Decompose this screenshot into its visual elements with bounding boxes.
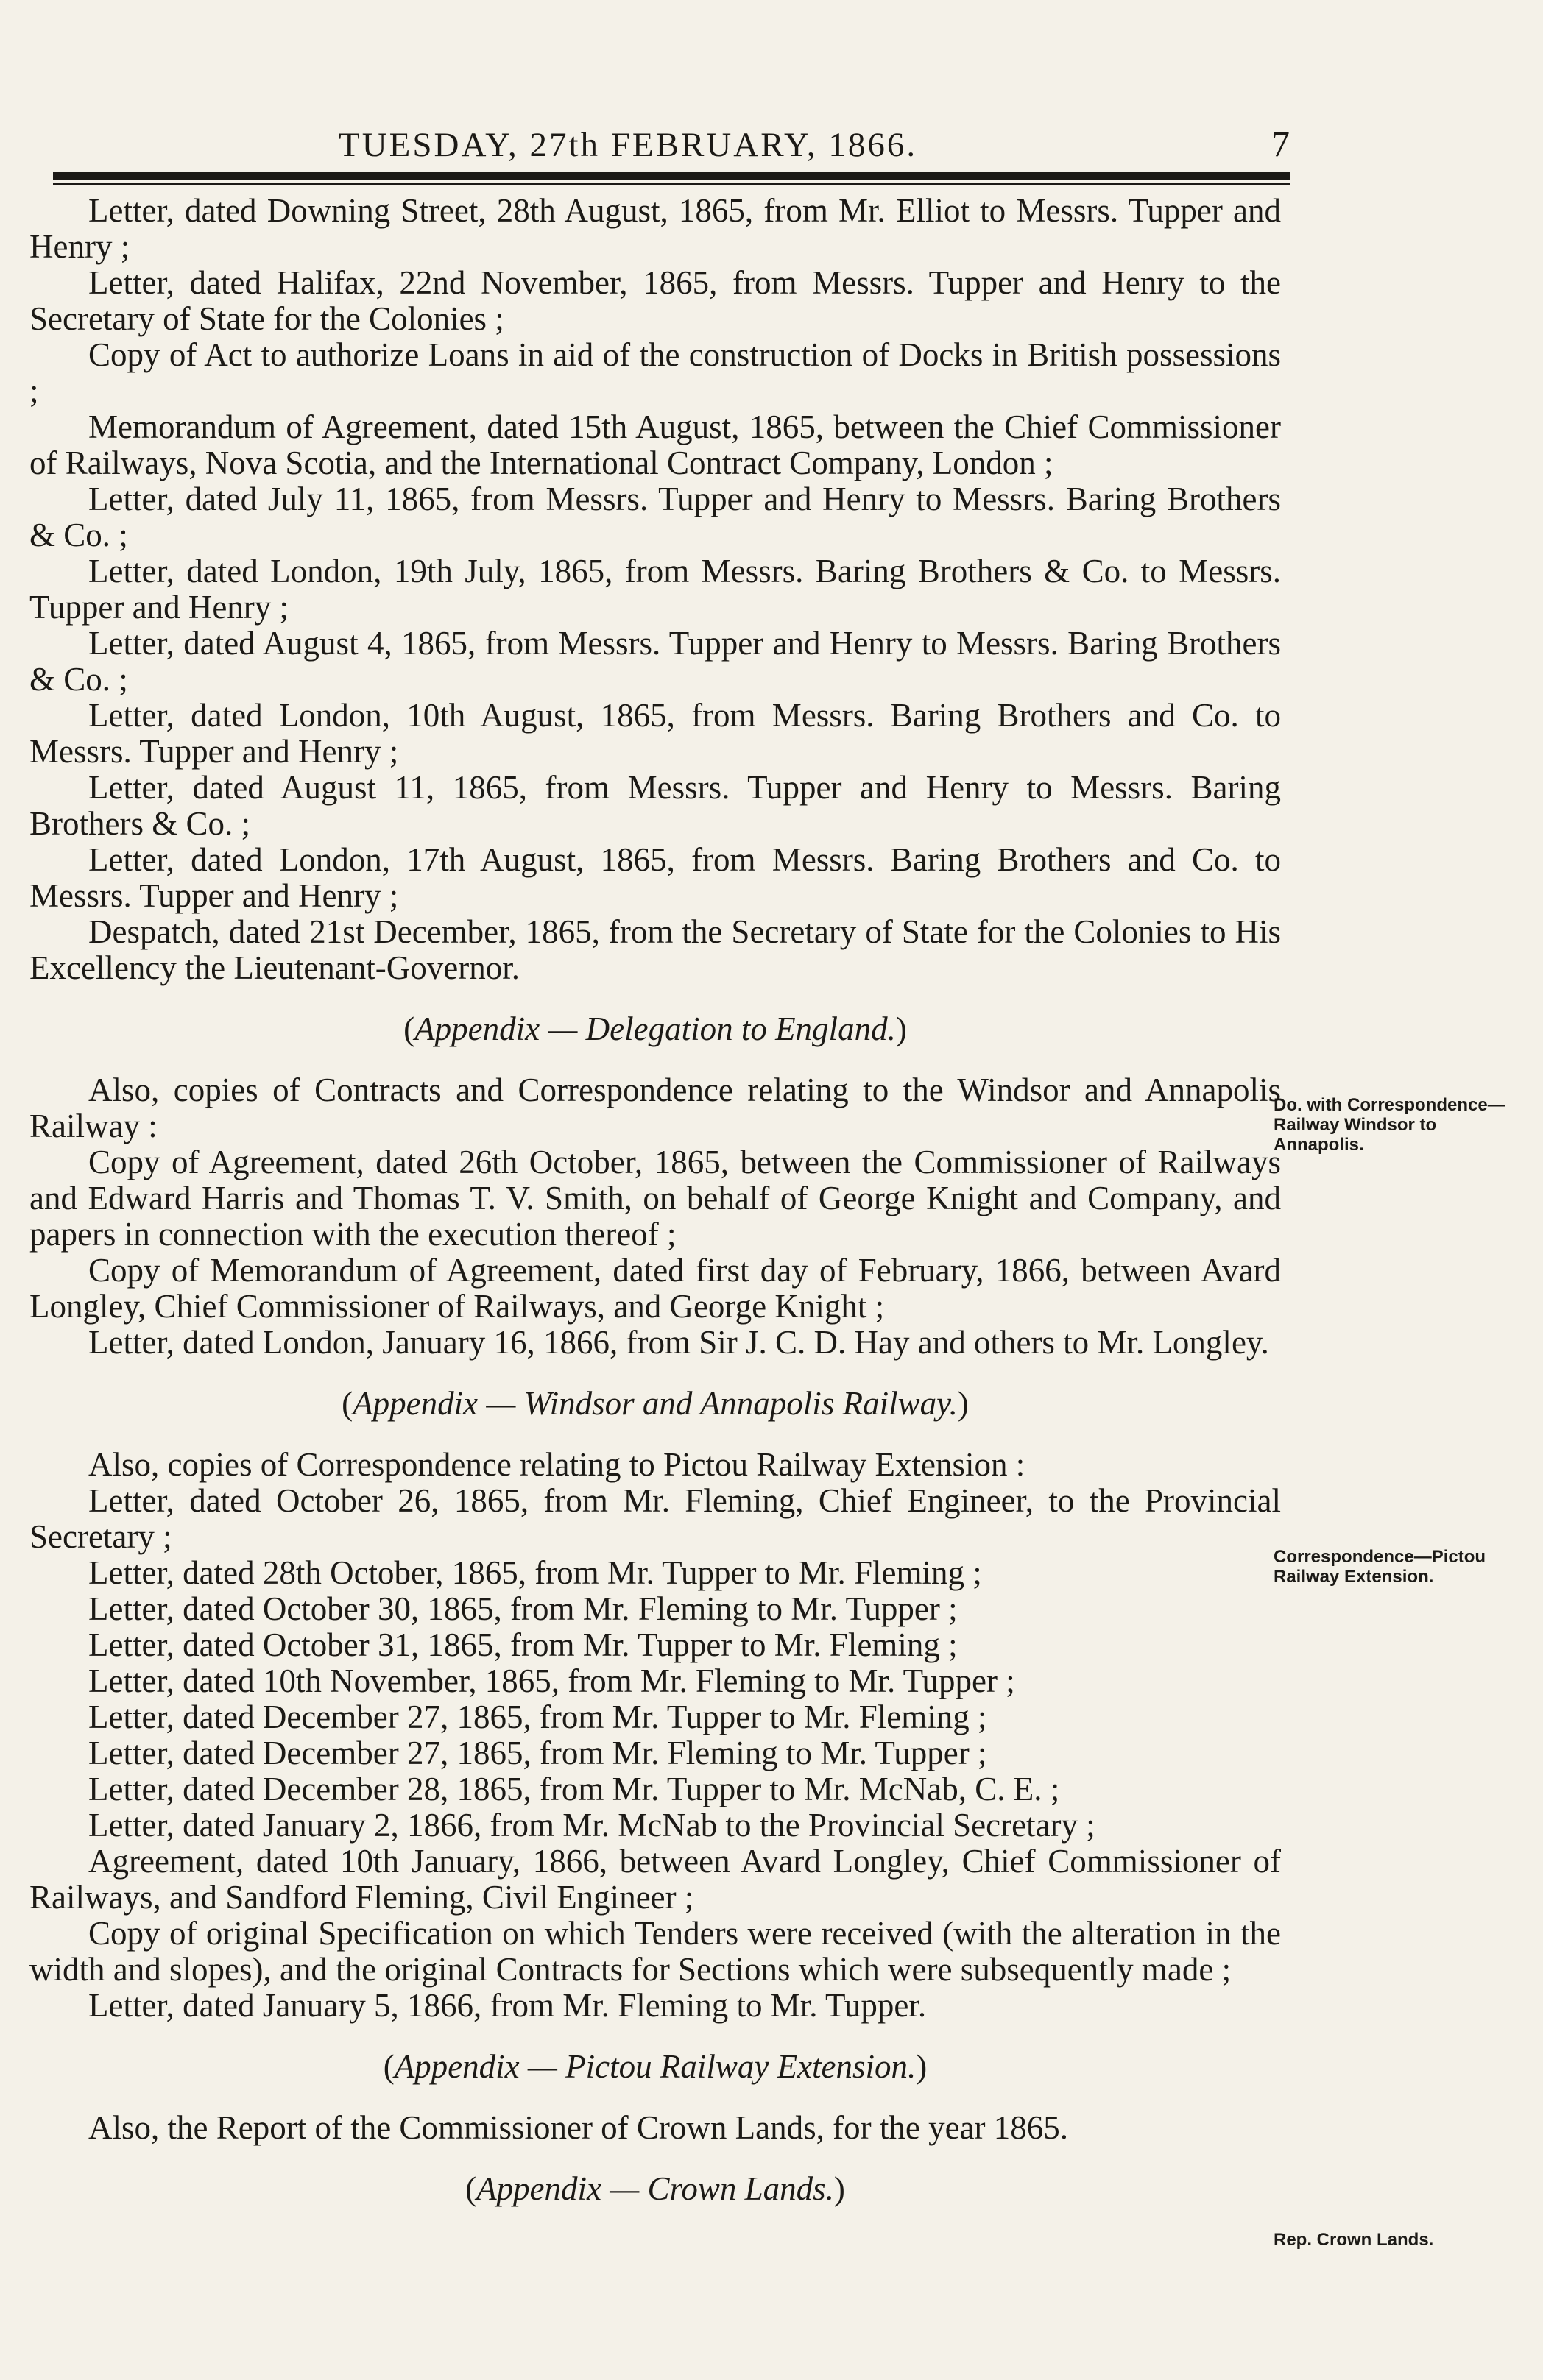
header-title: TUESDAY, 27th FEBRUARY, 1866.	[339, 126, 918, 164]
appendix-label: Appendix — Windsor and Annapolis Railway.	[353, 1385, 958, 1422]
header-rule-thin	[53, 183, 1290, 185]
list-item: Letter, dated 28th October, 1865, from Mr. Tupper to Mr. Fleming ;	[88, 1554, 982, 1591]
list-item: Agreement, dated 10th January, 1866, between Avard Longley, Chief Commissioner of Railways, and Sandford Fleming, Civil Engineer ;	[29, 1843, 1281, 1916]
list-item: Letter, dated Downing Street, 28th August, 1865, from Mr. Elliot to Messrs. Tupper and Henry ;	[29, 192, 1281, 265]
appendix-note: (Appendix — Delegation to England.)	[403, 1010, 907, 1047]
list-item: Letter, dated October 26, 1865, from Mr. Fleming, Chief Engineer, to the Provincial Secretary ;	[29, 1482, 1281, 1555]
list-item: Also, copies of Contracts and Correspondence relating to the Windsor and Annapolis Railway :	[29, 1072, 1281, 1144]
list-item: Memorandum of Agreement, dated 15th August, 1865, between the Chief Commissioner of Railways, Nova Scotia, and the International Contract Company, London ;	[29, 408, 1281, 481]
list-item: Letter, dated London, 19th July, 1865, from Messrs. Baring Brothers & Co. to Messrs. Tupper and Henry ;	[29, 553, 1281, 626]
list-item: Letter, dated London, 17th August, 1865, from Messrs. Baring Brothers and Co. to Messrs. Tupper and Henry ;	[29, 841, 1281, 914]
appendix-note: (Appendix — Windsor and Annapolis Railway.)	[342, 1385, 969, 1422]
margin-note-pictou: Correspondence—Pictou Railway Extension.	[1274, 1547, 1486, 1587]
list-item: Copy of Memorandum of Agreement, dated first day of February, 1866, between Avard Longley, Chief Commissioner of Railways, and George Knight ;	[29, 1252, 1281, 1325]
page-header	[44, 112, 1296, 171]
list-item: Despatch, dated 21st December, 1865, from the Secretary of State for the Colonies to His Excellency the Lieutenant-Governor.	[29, 913, 1281, 986]
document-body	[29, 193, 1281, 2232]
appendix-note: (Appendix — Crown Lands.)	[465, 2170, 845, 2207]
list-item: Letter, dated August 11, 1865, from Messrs. Tupper and Henry to Messrs. Baring Brothers & Co. ;	[29, 769, 1281, 842]
list-item: Letter, dated London, 10th August, 1865, from Messrs. Baring Brothers and Co. to Messrs. Tupper and Henry ;	[29, 697, 1281, 770]
list-item: Copy of Agreement, dated 26th October, 1865, between the Commissioner of Railways and Edward Harris and Thomas T. V. Smith, on behalf of George Knight and Company, and papers in connection with the execution thereof ;	[29, 1144, 1281, 1253]
appendix-label: Appendix — Crown Lands.	[476, 2170, 834, 2207]
list-item: Letter, dated October 30, 1865, from Mr. Fleming to Mr. Tupper ;	[88, 1590, 958, 1627]
list-item: Letter, dated October 31, 1865, from Mr. Tupper to Mr. Fleming ;	[88, 1626, 958, 1663]
list-item: Also, copies of Correspondence relating to Pictou Railway Extension :	[88, 1446, 1025, 1483]
list-item: Letter, dated December 27, 1865, from Mr. Fleming to Mr. Tupper ;	[88, 1735, 987, 1771]
list-item: Letter, dated December 28, 1865, from Mr. Tupper to Mr. McNab, C. E. ;	[88, 1771, 1060, 1807]
list-item: Letter, dated London, January 16, 1866, from Sir J. C. D. Hay and others to Mr. Longley.	[88, 1324, 1269, 1361]
margin-note-crown-lands: Rep. Crown Lands.	[1274, 2230, 1434, 2250]
list-item: Letter, dated August 4, 1865, from Messrs. Tupper and Henry to Messrs. Baring Brothers & Co. ;	[29, 625, 1281, 698]
appendix-label: Appendix — Delegation to England.	[414, 1010, 896, 1047]
list-item: Also, the Report of the Commissioner of Crown Lands, for the year 1865.	[88, 2109, 1069, 2146]
list-item: Letter, dated July 11, 1865, from Messrs. Tupper and Henry to Messrs. Baring Brothers & Co. ;	[29, 481, 1281, 553]
appendix-note: (Appendix — Pictou Railway Extension.)	[383, 2048, 928, 2085]
list-item: Copy of Act to authorize Loans in aid of the construction of Docks in British possessions ;	[29, 336, 1281, 409]
list-item: Letter, dated January 5, 1866, from Mr. Fleming to Mr. Tupper.	[88, 1987, 927, 2024]
list-item: Letter, dated 10th November, 1865, from Mr. Fleming to Mr. Tupper ;	[88, 1662, 1015, 1699]
list-item: Copy of original Specification on which Tenders were received (with the alteration in the width and slopes), and the original Contracts for Sections which were subsequently made ;	[29, 1915, 1281, 1988]
list-item: Letter, dated Halifax, 22nd November, 1865, from Messrs. Tupper and Henry to the Secretary of State for the Colonies ;	[29, 264, 1281, 337]
list-item: Letter, dated December 27, 1865, from Mr. Tupper to Mr. Fleming ;	[88, 1699, 987, 1735]
list-item: Letter, dated January 2, 1866, from Mr. McNab to the Provincial Secretary ;	[88, 1807, 1095, 1844]
page-number: 7	[1271, 123, 1290, 164]
appendix-label: Appendix — Pictou Railway Extension.	[394, 2048, 917, 2085]
header-rule	[53, 172, 1290, 180]
margin-note-windsor: Do. with Correspondence—Railway Windsor to Annapolis.	[1274, 1095, 1505, 1155]
